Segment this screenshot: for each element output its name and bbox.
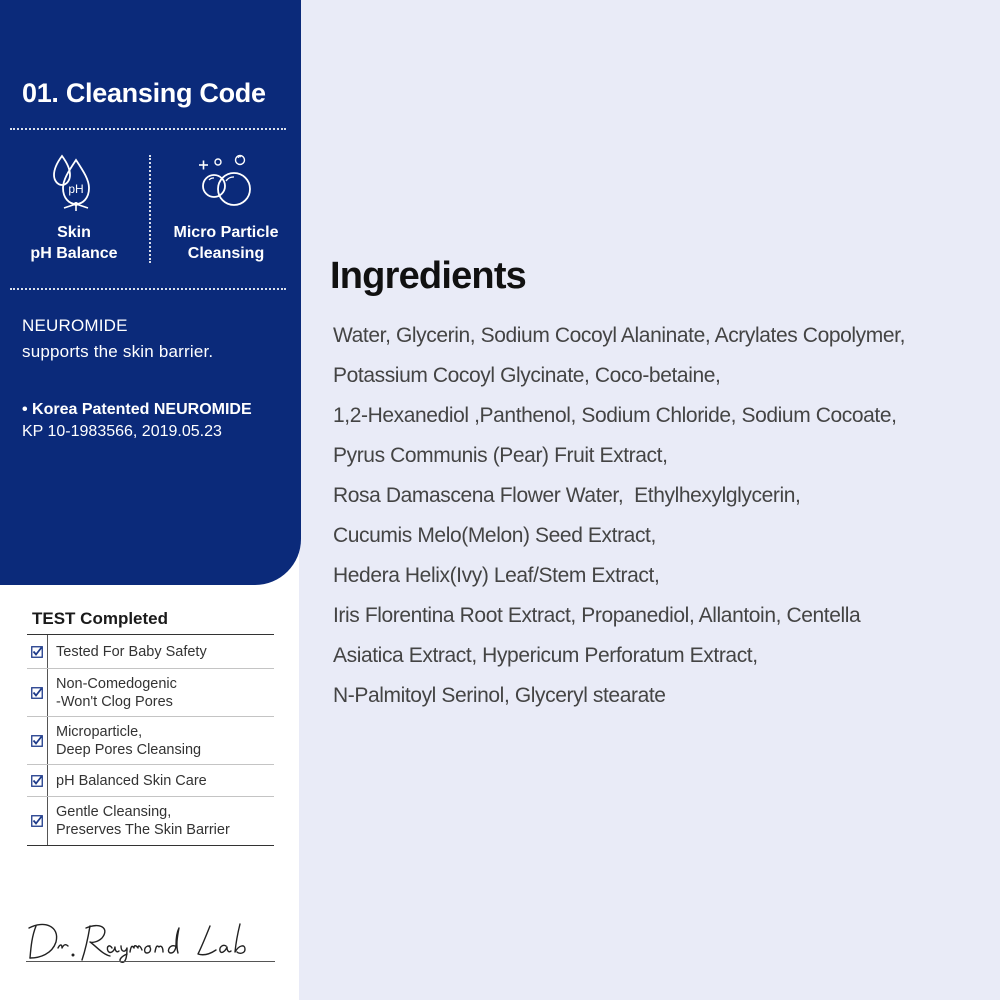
feature-micro-particle-label: Micro Particle Cleansing: [173, 224, 279, 262]
feature-ph-balance-label: Skin pH Balance: [30, 224, 118, 262]
test-row-text: pH Balanced Skin Care: [56, 772, 207, 789]
ingredient-line: Pyrus Communis (Pear) Fruit Extract,: [333, 444, 668, 467]
divider-bottom: [10, 288, 286, 290]
signature-logo: [26, 912, 276, 964]
divider-vertical: [149, 155, 151, 263]
ingredients-list: [333, 322, 993, 722]
checkbox-checked-icon: [27, 765, 48, 796]
signature-underline: [26, 961, 275, 962]
table-row: [27, 669, 274, 717]
svg-text:pH: pH: [68, 182, 84, 196]
ingredient-line: Potassium Cocoyl Glycinate, Coco-betaine,: [333, 364, 721, 387]
test-table: [27, 634, 274, 846]
bubbles-icon: [196, 152, 256, 212]
checkbox-checked-icon: [27, 717, 48, 764]
ingredient-line: Iris Florentina Root Extract, Propanediol, Allantoin, Centella: [333, 604, 861, 627]
checkbox-checked-icon: [27, 669, 48, 716]
ingredient-line: Rosa Damascena Flower Water, Ethylhexylglycerin,: [333, 484, 801, 507]
ingredient-line: 1,2-Hexanediol ,Panthenol, Sodium Chloride, Sodium Cocoate,: [333, 404, 897, 427]
divider-top: [10, 128, 286, 130]
test-completed-title: TEST Completed: [32, 609, 169, 628]
checkbox-checked-icon: [27, 797, 48, 845]
test-row-text: Non-Comedogenic -Won't Clog Pores: [56, 675, 177, 710]
ph-drop-icon: [50, 150, 100, 212]
test-row-text: Microparticle, Deep Pores Cleansing: [56, 723, 202, 758]
cleansing-code-title: 01. Cleansing Code: [22, 78, 266, 108]
test-row-text: Tested For Baby Safety: [56, 643, 207, 660]
table-row: [27, 765, 274, 797]
ingredient-line: Hedera Helix(Ivy) Leaf/Stem Extract,: [333, 564, 660, 587]
test-row-text: Gentle Cleansing, Preserves The Skin Barrier: [56, 804, 230, 838]
patent-text: • Korea Patented NEUROMIDE KP 10-1983566, 2019.05.23: [22, 401, 252, 440]
table-row: [27, 717, 274, 765]
ingredient-line: N-Palmitoyl Serinol, Glyceryl stearate: [333, 684, 666, 707]
table-row: [27, 797, 274, 845]
ingredient-line: Asiatica Extract, Hypericum Perforatum Extract,: [333, 644, 758, 667]
ingredient-line: Cucumis Melo(Melon) Seed Extract,: [333, 524, 656, 547]
cleansing-code-panel: [0, 0, 301, 585]
ingredient-line: Water, Glycerin, Sodium Cocoyl Alaninate, Acrylates Copolymer,: [333, 324, 906, 347]
neuromide-text: NEUROMIDE supports the skin barrier.: [22, 316, 214, 361]
checkbox-checked-icon: [27, 635, 48, 668]
table-row: [27, 635, 274, 669]
ingredients-title: Ingredients: [330, 255, 527, 297]
